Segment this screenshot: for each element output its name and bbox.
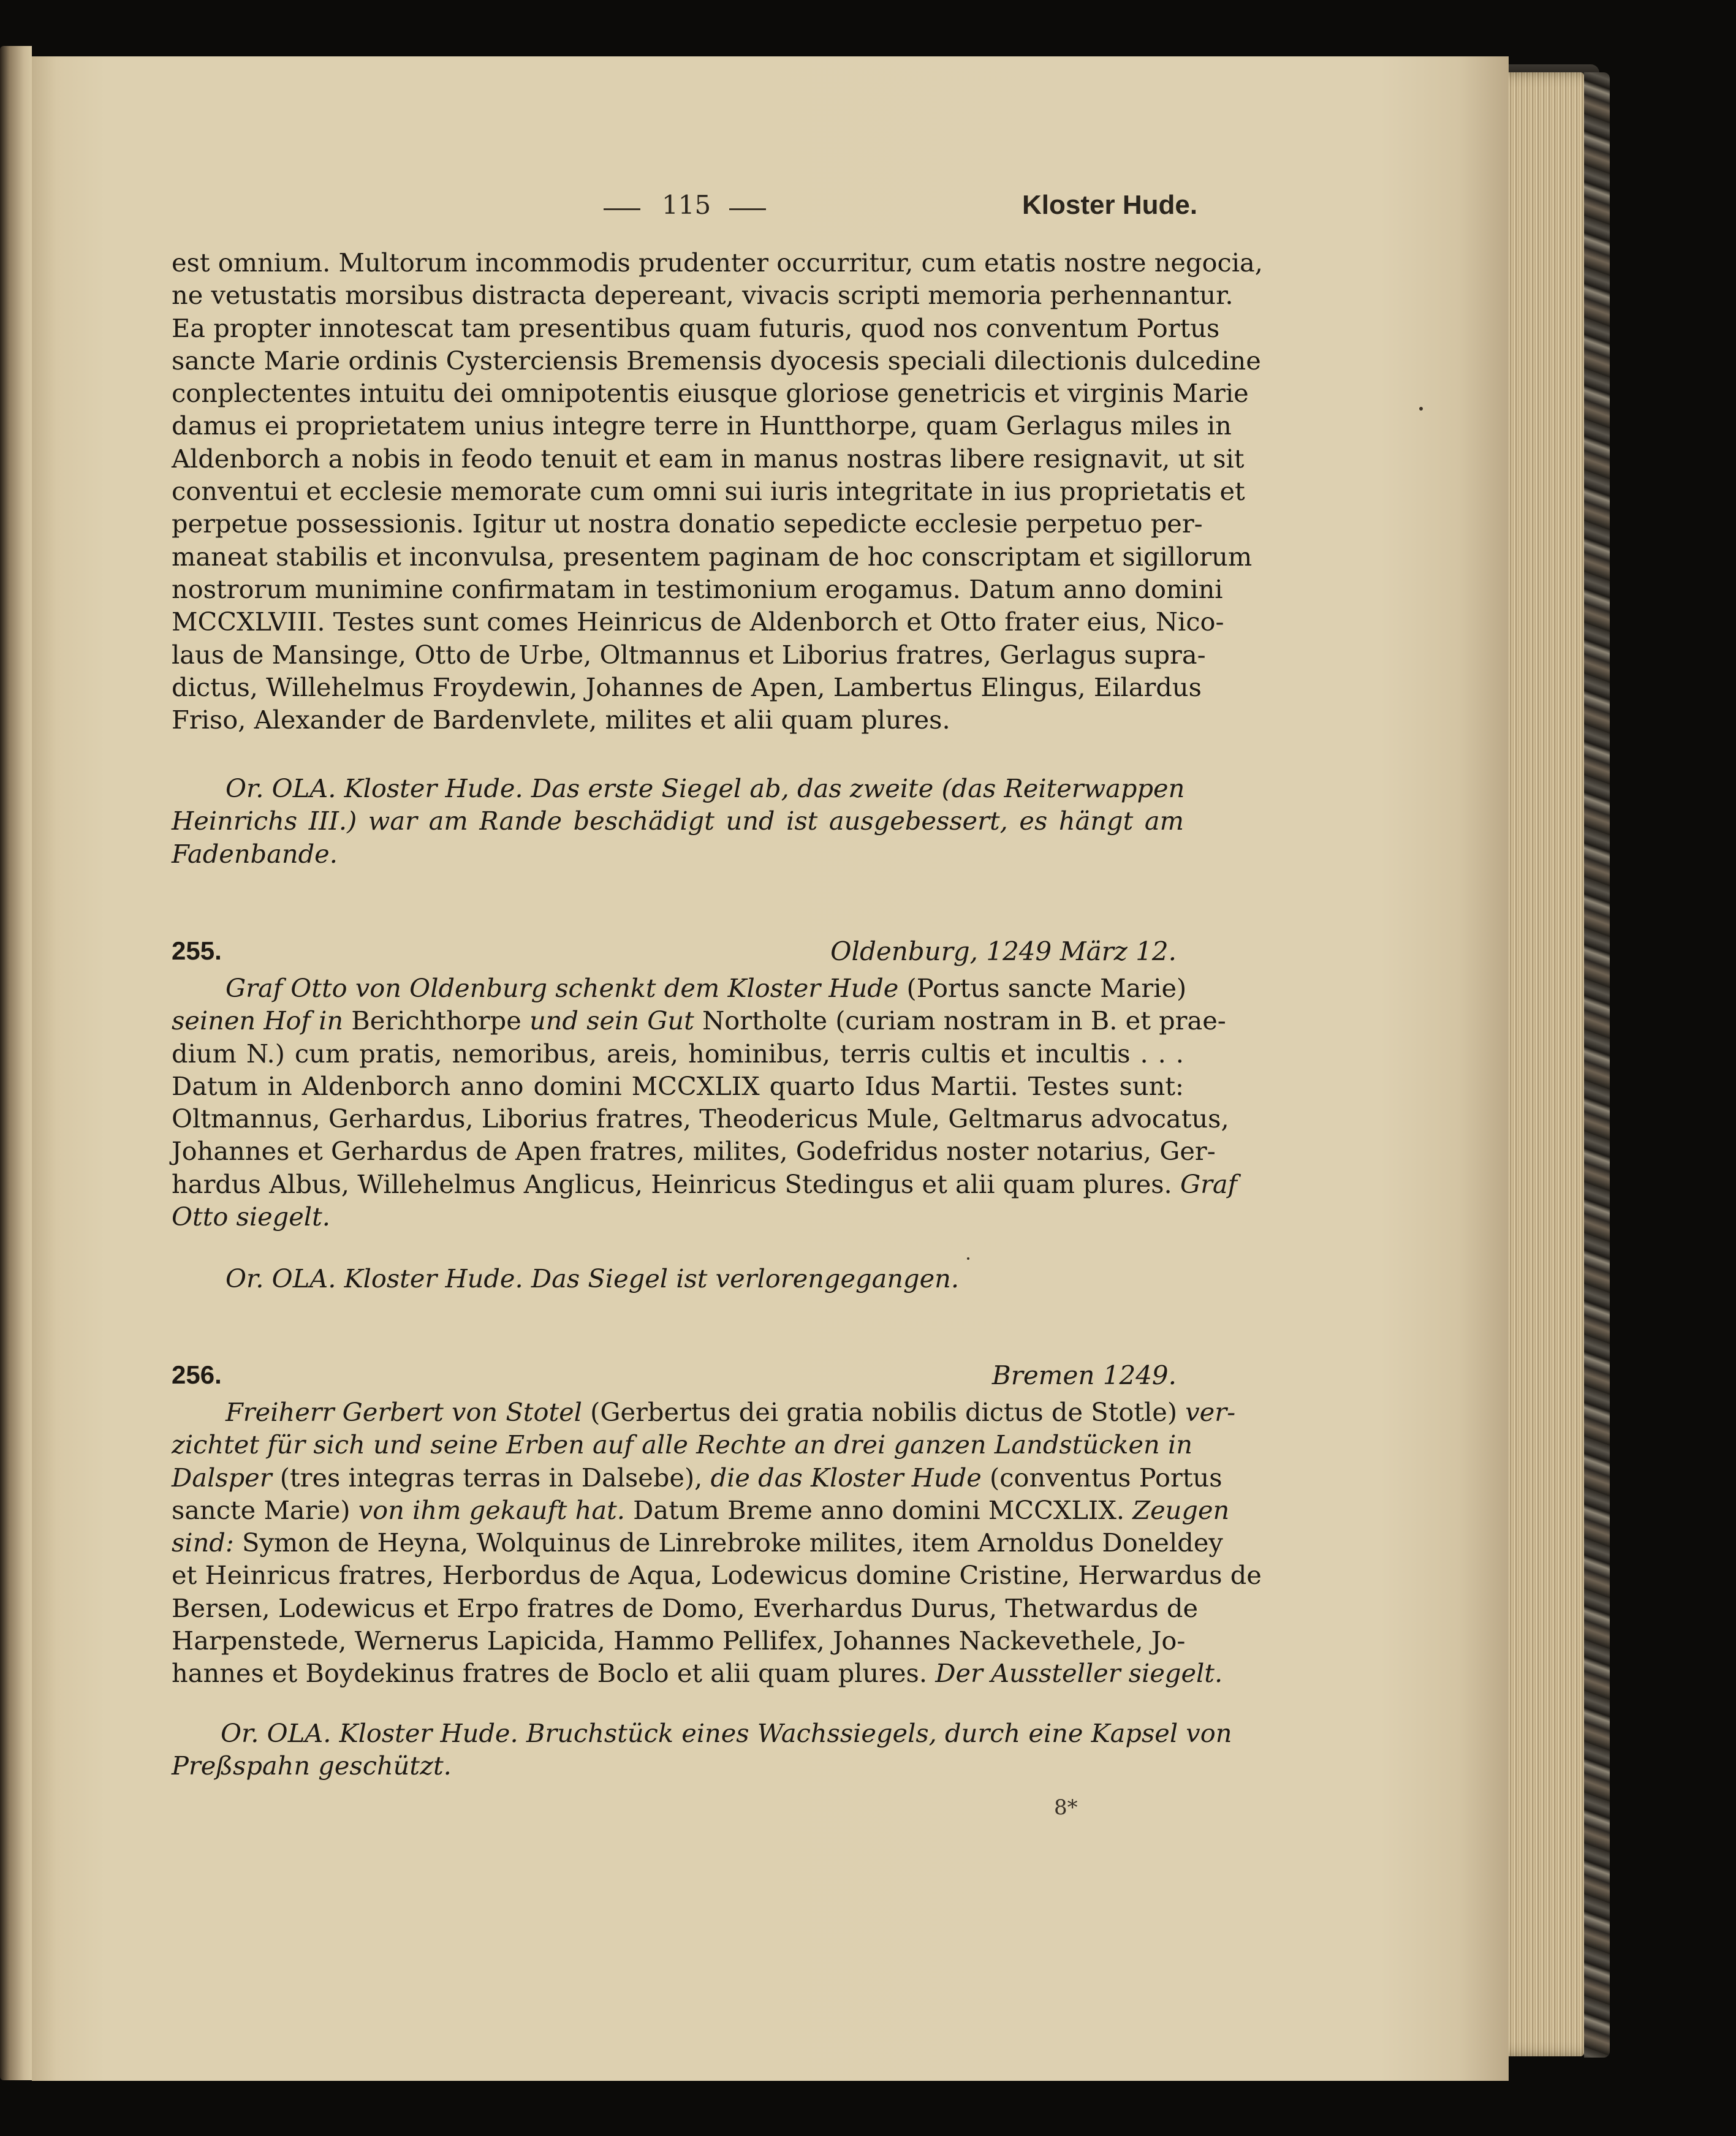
text-line [172, 1102, 1229, 1135]
text-line: MCCXLVIII. Testes sunt comes Heinricus de Aldenborch et Otto frater eius, Nico- [172, 607, 1224, 637]
paper-speck [967, 1257, 969, 1260]
intro-text [172, 246, 1263, 736]
entry-255-heading [172, 936, 1177, 971]
entry-place-date: Bremen 1249. [991, 1360, 1177, 1390]
entry-255-source-note [172, 1262, 1238, 1295]
running-head: Kloster Hude. [1022, 190, 1198, 220]
italic-segment: die das Kloster Hude [710, 1462, 982, 1493]
text-line [172, 972, 1187, 1004]
roman-segment: (Gerbertus dei gratia nobilis dictus de Stotle) [582, 1397, 1186, 1427]
roman-segment: hannes et Boydekinus fratres de Boclo et alii quam plures. [172, 1658, 936, 1689]
roman-segment: hardus Albus, Willehelmus Anglicus, Heinricus Stedingus et alii quam plures. [172, 1168, 1180, 1199]
italic-segment: Otto siegelt. [172, 1202, 330, 1232]
note-line: Or. OLA. Kloster Hude. Das erste Siegel ab, das zweite (das Reiterwappen [226, 773, 1185, 803]
note-line: Fadenbande. [172, 838, 338, 869]
italic-segment: Freiherr Gerbert von Stotel [226, 1397, 582, 1427]
entry-256-heading [172, 1360, 1177, 1395]
italic-segment: ver- [1185, 1397, 1236, 1427]
text-line: est omnium. Multorum incommodis prudenter occurritur, cum etatis nostre negocia, [172, 248, 1263, 278]
roman-segment: Bersen, Lodewicus et Erpo fratres de Domo, Everhardus Durus, Thetwardus de [172, 1593, 1199, 1623]
text-line [172, 1559, 1262, 1591]
text-line [172, 1428, 1192, 1461]
italic-segment: Graf Otto von Oldenburg schenkt dem Kloster Hude [226, 973, 899, 1003]
text-line [172, 1396, 1236, 1428]
text-line: Ea propter innotescat tam presentibus quam futuris, quod nos conventum Portus [172, 312, 1220, 343]
italic-segment: Dalsper [172, 1462, 272, 1493]
text-line: Aldenborch a nobis in feodo tenuit et eam in manus nostras libere resignavit, ut sit [172, 443, 1245, 474]
left-page-edge [0, 46, 32, 2080]
text-line: ne vetustatis morsibus distracta depereant, vivacis scripti memoria perhennantur. [172, 280, 1234, 311]
roman-segment: Symon de Heyna, Wolquinus de Linrebroke milites, item Arnoldus Doneldey [233, 1528, 1223, 1558]
text-line [172, 1200, 1184, 1233]
text-line: conventui et ecclesie memorate cum omni sui iuris integritate in ius proprietatis et [172, 476, 1245, 507]
italic-segment: Der Aussteller siegelt. [935, 1658, 1223, 1689]
signature-mark: 8* [1054, 1795, 1078, 1820]
text-line [172, 1135, 1216, 1167]
text-line [172, 1037, 1184, 1070]
text-line [172, 1168, 1238, 1200]
text-line [172, 1494, 1230, 1526]
italic-segment: Graf [1180, 1168, 1238, 1199]
roman-segment: Datum Breme anno domini MCCXLIX. [624, 1494, 1133, 1525]
text-line: maneat stabilis et inconvulsa, presentem paginam de hoc conscriptam et sigillorum [172, 541, 1253, 572]
entry-place-date: Oldenburg, 1249 März 12. [830, 936, 1177, 966]
header-dash-left [604, 208, 640, 210]
text-line: Friso, Alexander de Bardenvlete, milites et alii quam plures. [172, 705, 950, 735]
roman-segment: dium N.) cum pratis, nemoribus, areis, hominibus, terris cultis et incultis . . . [172, 1038, 1184, 1069]
roman-segment: Berichthorpe [343, 1006, 529, 1036]
roman-segment: Oltmannus, Gerhardus, Liborius fratres, Theodericus Mule, Geltmarus advocatus, [172, 1104, 1229, 1134]
text-line: perpetue possessionis. Igitur ut nostra donatio sepedicte ecclesie perpetuo per- [172, 509, 1203, 539]
text-line: conplectentes intuitu dei omnipotentis eiusque gloriose genetricis et virginis Marie [172, 378, 1249, 409]
italic-segment: und sein Gut [529, 1006, 694, 1036]
roman-segment: (conventus Portus [981, 1462, 1222, 1493]
entry-256-source-note [172, 1717, 1232, 1782]
entry-255-text [172, 972, 1238, 1233]
roman-segment: et Heinricus fratres, Herbordus de Aqua, Lodewicus domine Cristine, Herwardus de [172, 1560, 1262, 1591]
italic-segment: zichtet für sich und seine Erben auf alle Rechte an drei ganzen Landstücken in [172, 1430, 1192, 1460]
text-line: laus de Mansinge, Otto de Urbe, Oltmannus et Liborius fratres, Gerlagus supra- [172, 639, 1206, 670]
roman-segment: Datum in Aldenborch anno domini MCCXLIX quarto Idus Martii. Testes sunt: [172, 1070, 1184, 1101]
text-line [172, 1657, 1223, 1689]
italic-segment: von ihm gekauft hat. [358, 1494, 625, 1525]
text-line [172, 1526, 1223, 1559]
roman-segment: (tres integras terras in Dalsebe), [271, 1462, 711, 1493]
paper-speck [1419, 407, 1423, 411]
roman-segment: sancte Marie) [172, 1494, 358, 1525]
text-line [172, 1004, 1226, 1037]
note-line: Or. OLA. Kloster Hude. Das Siegel ist verlorengegangen. [226, 1263, 960, 1293]
italic-segment: seinen Hof in [172, 1006, 344, 1036]
text-line [172, 1070, 1184, 1102]
text-line: nostrorum munimine confirmatam in testimonium erogamus. Datum anno domini [172, 574, 1223, 604]
text-line [172, 1461, 1222, 1494]
italic-segment: sind: [172, 1528, 234, 1558]
text-line [172, 1624, 1184, 1657]
marbled-cover-edge [1584, 72, 1610, 2058]
italic-segment: Zeugen [1132, 1494, 1230, 1525]
roman-segment: Johannes et Gerhardus de Apen fratres, milites, Godefridus noster notarius, Ger- [172, 1136, 1216, 1167]
note-line: Or. OLA. Kloster Hude. Bruchstück eines Wachssiegels, durch eine Kapsel von [221, 1718, 1232, 1748]
entry-number: 255. [172, 936, 222, 965]
text-line: dictus, Willehelmus Froydewin, Johannes de Apen, Lambertus Elingus, Eilardus [172, 672, 1202, 702]
roman-segment: Northolte (curiam nostram in B. et prae- [694, 1006, 1226, 1036]
text-line [172, 1592, 1199, 1624]
text-line: sancte Marie ordinis Cysterciensis Bremensis dyocesis speciali dilectionis dulcedine [172, 345, 1261, 376]
note-line: Heinrichs III.) war am Rande beschädigt und ist ausgebessert, es hängt am [172, 806, 1184, 836]
roman-segment: Harpenstede, Wernerus Lapicida, Hammo Pellifex, Johannes Nackevethele, Jo- [172, 1626, 1186, 1656]
page-number: 115 [662, 190, 711, 220]
header-dash-right [729, 208, 766, 210]
text-line: damus ei proprietatem unius integre terre in Huntthorpe, quam Gerlagus miles in [172, 411, 1232, 441]
entry-256-text [172, 1396, 1262, 1690]
entry-number: 256. [172, 1360, 222, 1389]
note-line: Preßspahn geschützt. [172, 1751, 452, 1781]
intro-source-note [172, 772, 1184, 870]
roman-segment: (Portus sancte Marie) [898, 973, 1187, 1003]
